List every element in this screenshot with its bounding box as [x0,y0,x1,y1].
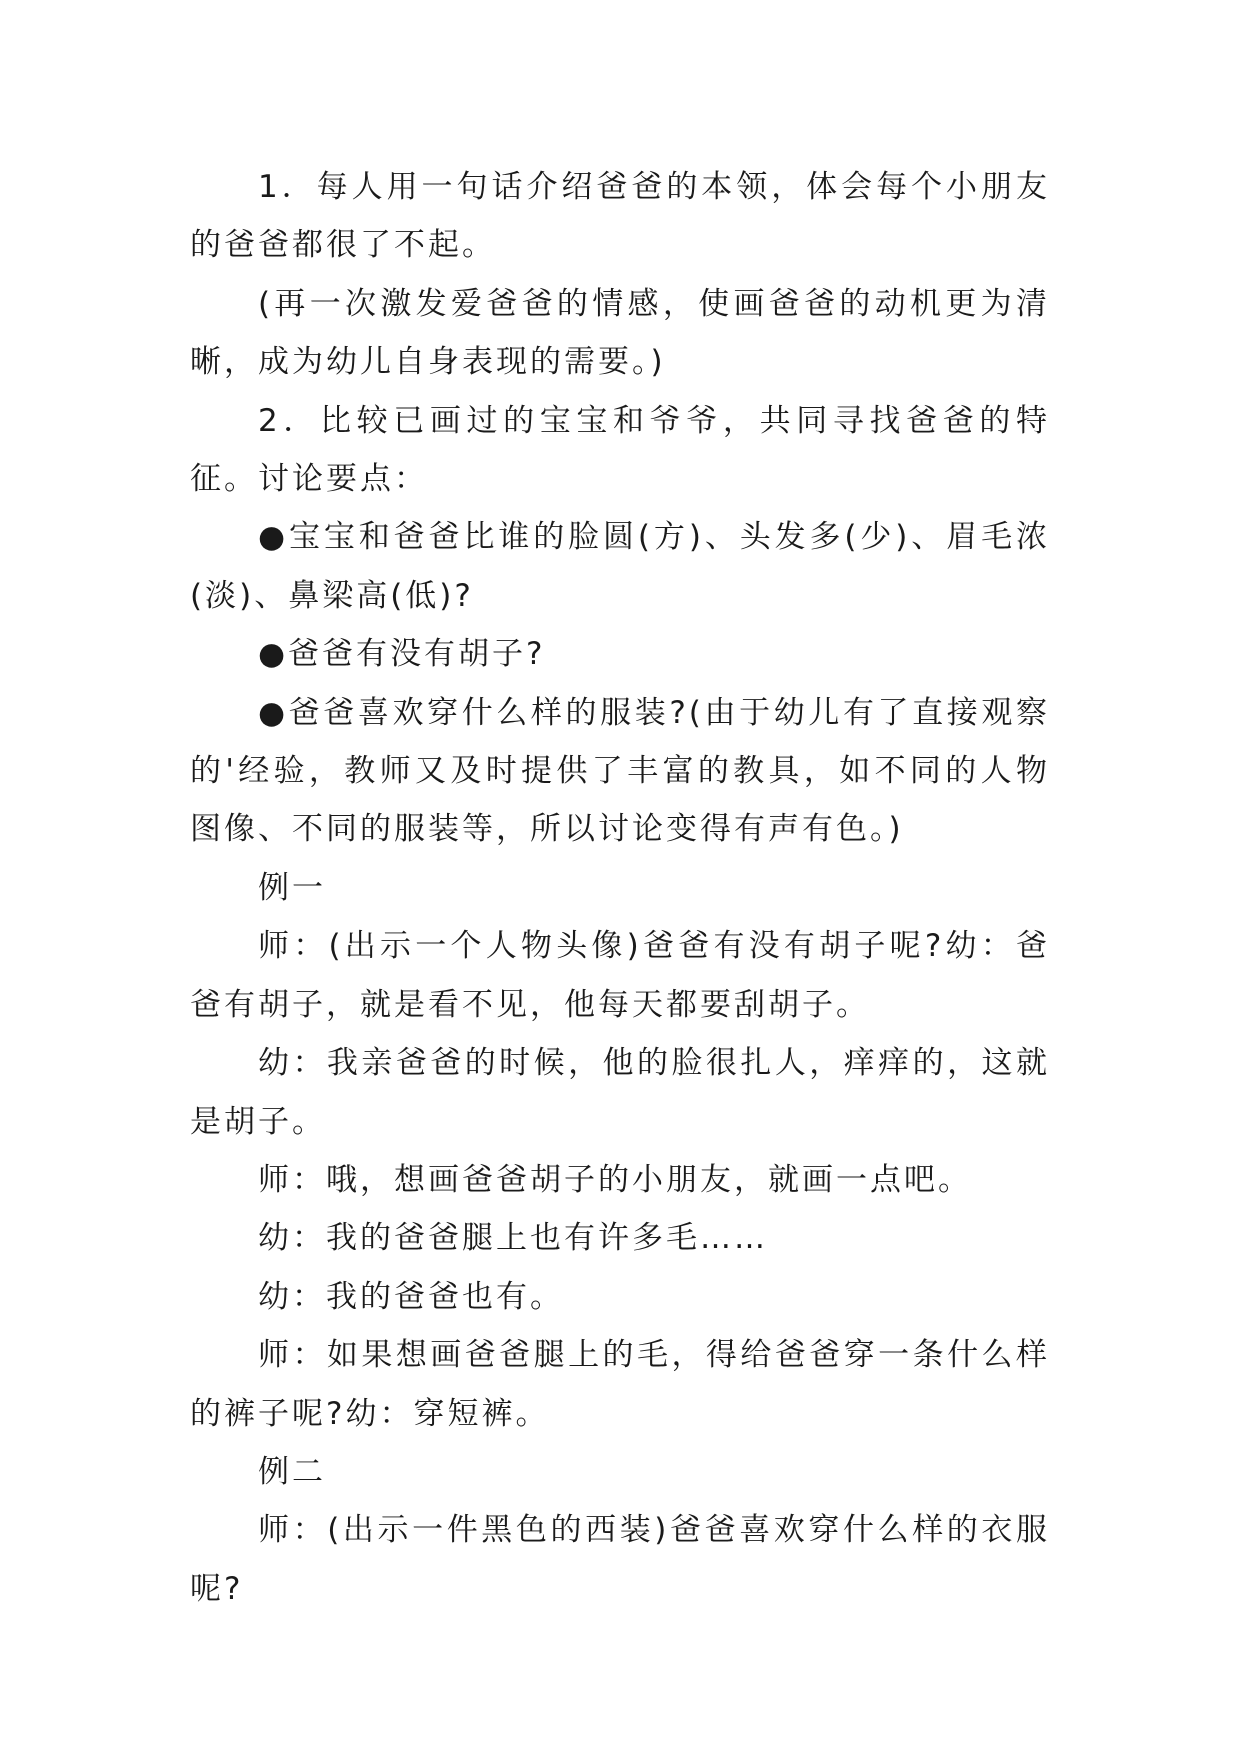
dialogue-line: 师：哦，想画爸爸胡子的小朋友，就画一点吧。 [258,1161,972,1198]
bullet-face-comparison: ●宝宝和爸爸比谁的脸圆(方)、头发多(少)、眉毛浓(淡)、鼻梁高(低)? [190,519,1050,614]
dialogue-line: 师：(出示一个人物头像)爸爸有没有胡子呢?幼：爸爸有胡子，就是看不见，他每天都要刮胡子。 [190,928,1050,1023]
document-body [190,158,1050,1618]
example-two-heading: 例二 [258,1453,326,1490]
example-one-heading: 例一 [258,869,326,906]
paragraph-note-motivation: (再一次激发爱爸爸的情感，使画爸爸的动机更为清晰，成为幼儿自身表现的需要。) [190,285,1050,381]
paragraph-intro-skill: 1．每人用一句话介绍爸爸的本领，体会每个小朋友的爸爸都很了不起。 [190,169,1050,264]
dialogue-line: 幼：我亲爸爸的时候，他的脸很扎人，痒痒的，这就是胡子。 [190,1045,1050,1140]
bullet-beard: ●爸爸有没有胡子? [258,636,546,673]
bullet-clothing: ●爸爸喜欢穿什么样的服装?(由于幼儿有了直接观察的'经验，教师又及时提供了丰富的教具，如不同的人物图像、不同的服装等，所以讨论变得有声有色。) [190,694,1050,848]
dialogue-line: 幼：我的爸爸也有。 [258,1278,564,1315]
dialogue-line: 师：(出示一件黑色的西装)爸爸喜欢穿什么样的衣服呢? [190,1512,1050,1607]
paragraph-compare-features: 2．比较已画过的宝宝和爷爷，共同寻找爸爸的特征。讨论要点： [190,402,1050,498]
dialogue-line: 幼：我的爸爸腿上也有许多毛…… [258,1220,768,1257]
dialogue-line: 师：如果想画爸爸腿上的毛，得给爸爸穿一条什么样的裤子呢?幼：穿短裤。 [190,1337,1050,1432]
